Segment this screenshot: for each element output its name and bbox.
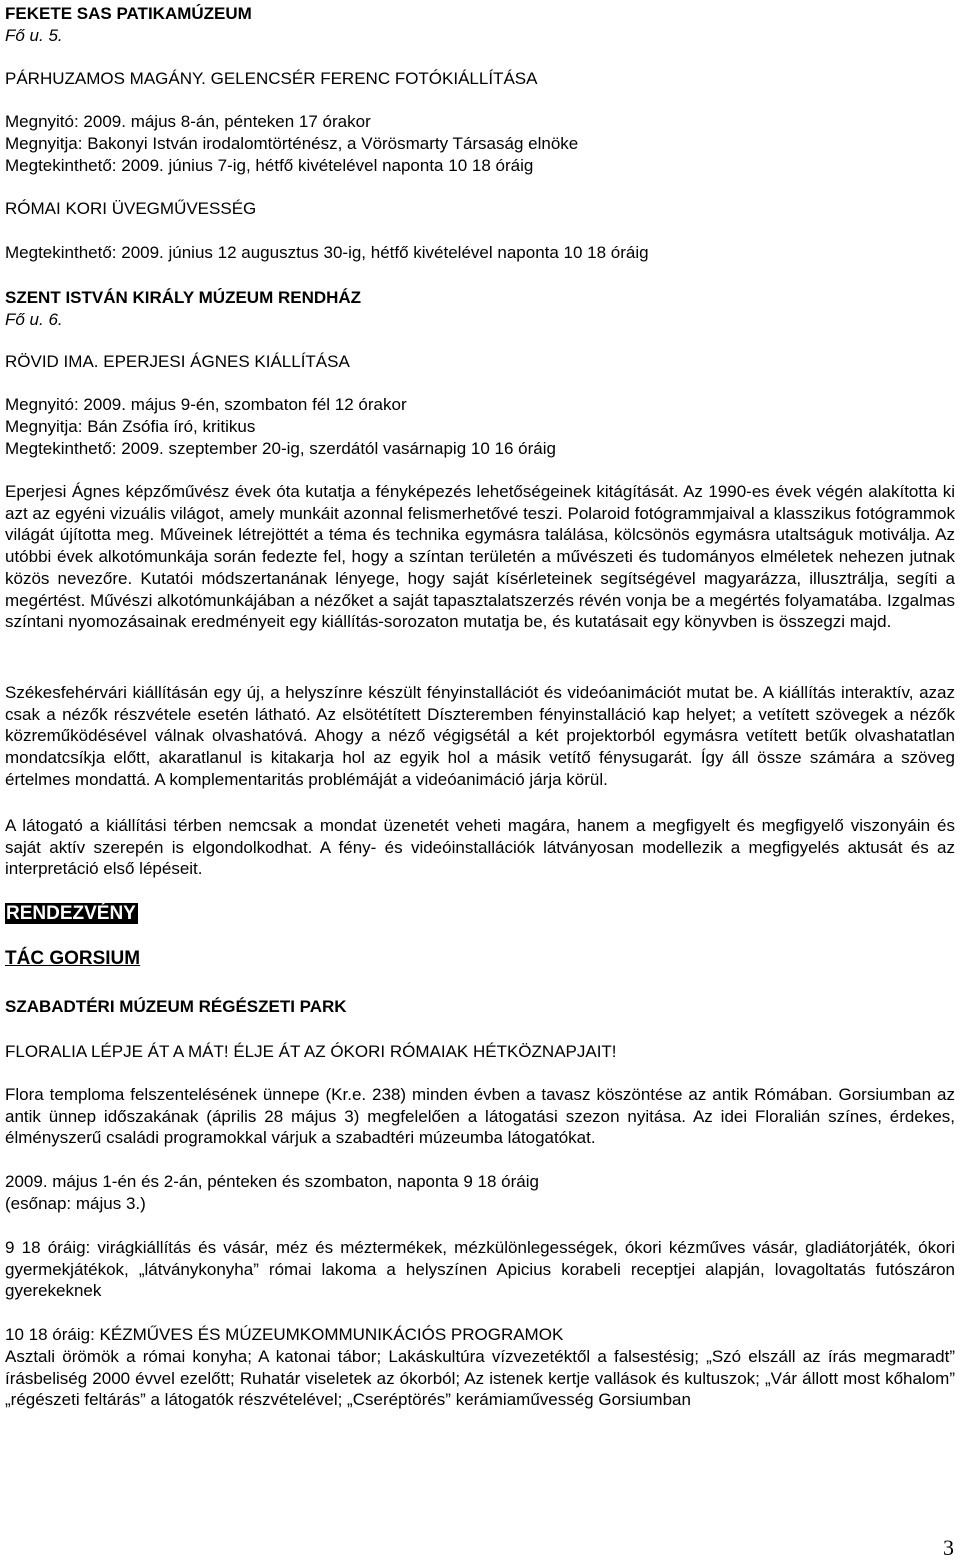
exhibit3-paragraph-2: Székesfehérvári kiállításán egy új, a helyszínre készült fényinstallációt és videóanimációt mutat be. A kiállítás interaktív, azaz csak a nézők részvétele esetén látható. Az elsötétített Díszteremben fényinstalláció kap helyet; a vetített szövegek a nézők közreműködésével válnak olvashatóvá. Ahogy a néző végigsétál a két projektorból egymásra vetített betűk olvashatatlan mondatcsíkja előtt, akaratlanul is kitakarja hol az egyik hol a másik vetítő fénysugarát. Így áll össze számára a szöveg értelmes mondattá. A komplementaritás problémáját a videóanimáció járja körül. — [5, 683, 955, 789]
event-intro: Flora temploma felszentelésének ünnepe (Kr.e. 238) minden évben a tavasz köszöntése az antik Rómában. Gorsiumban az antik ünnep időszakának (április 28 május 3) megfelelően a látogatási szezon nyitása. Az idei Floralián színes, érdekes, élményszerű családi programokkal várjuk a szabadtéri múzeumba látogatókat. — [5, 1085, 955, 1148]
event-org: TÁC GORSIUM — [5, 948, 141, 969]
exhibit3-paragraph-3: A látogató a kiállítási térben nemcsak a mondat üzenetét veheti magára, hanem a megfigyelt és megfigyelő viszonyáin és saját aktív szerepén is elgondolkodhat. A fény- és videóinstallációk látványosan modellezik a megfigyelés aktusát és az interpretáció első lépéseit. — [5, 816, 955, 879]
museum2-name: SZENT ISTVÁN KIRÁLY MÚZEUM RENDHÁZ — [5, 288, 362, 307]
museum1-address: Fő u. 5. — [5, 26, 63, 45]
event-program-1: 9 18 óráig: virágkiállítás és vásár, méz és méztermékek, mézkülönlegességek, ókori kézműves vásár, gladiátorjáték, ókori gyermekjátékok, „látványkonyha” római lakoma a helyszínen Apicius korabeli receptjei alapján, lovagoltatás futószáron gyerekeknek — [5, 1238, 955, 1301]
exhibit2-viewable: Megtekinthető: 2009. június 12 augusztus 30-ig, hétfő kivételével naponta 10 18 óráig — [5, 243, 649, 262]
exhibit3-opener: Megnyitja: Bán Zsófia író, kritikus — [5, 417, 256, 436]
event-venue: SZABADTÉRI MÚZEUM RÉGÉSZETI PARK — [5, 997, 347, 1016]
event-program-2-text: Asztali örömök a római konyha; A katonai tábor; Lakáskultúra vízvezetéktől a falsestésig; „Szó elszáll az írás megmaradt” írásbeliség 2000 évvel ezelőtt; Ruhatár viseletek az ókorból; Az istenek kertje vallások és kultuszok; „Vár állott most kőhalom” „régészeti feltárás” a látogatók részvételével; „Cseréptörés” kerámiaművesség Gorsiumban — [5, 1347, 955, 1410]
exhibit3-opening: Megnyitó: 2009. május 9-én, szombaton fél 12 órakor — [5, 395, 407, 414]
exhibit3-title: RÖVID IMA. EPERJESI ÁGNES KIÁLLÍTÁSA — [5, 352, 350, 371]
event-program-2-title: 10 18 óráig: KÉZMŰVES ÉS MÚZEUMKOMMUNIKÁCIÓS PROGRAMOK — [5, 1325, 564, 1344]
exhibit1-opening: Megnyitó: 2009. május 8-án, pénteken 17 órakor — [5, 112, 371, 131]
museum1-name: FEKETE SAS PATIKAMÚZEUM — [5, 4, 252, 23]
exhibit1-opener: Megnyitja: Bakonyi István irodalomtörténész, a Vörösmarty Társaság elnöke — [5, 134, 579, 153]
page-number: 3 — [943, 1535, 954, 1560]
exhibit3-viewable: Megtekinthető: 2009. szeptember 20-ig, szerdától vasárnapig 10 16 óráig — [5, 439, 556, 458]
section-heading — [5, 901, 138, 927]
exhibit1-title: PÁRHUZAMOS MAGÁNY. GELENCSÉR FERENC FOTÓKIÁLLÍTÁSA — [5, 69, 538, 88]
exhibit1-viewable: Megtekinthető: 2009. június 7-ig, hétfő kivételével naponta 10 18 óráig — [5, 156, 534, 175]
event-dates: 2009. május 1-én és 2-án, pénteken és szombaton, naponta 9 18 óráig — [5, 1172, 539, 1191]
event-raindate: (esőnap: május 3.) — [5, 1194, 146, 1213]
exhibit3-paragraph-1: Eperjesi Ágnes képzőművész évek óta kutatja a fényképezés lehetőségeinek kitágítását. Az 1990-es évek végén alakította ki azt az egyéni vizuális világot, amely munkáit azonnal felismerhetővé teszi. Polaroid fotógrammjaival a klasszikus fotógrammok világát újította meg. Műveinek létrejöttét a téma és technika egymásra találása, kölcsönös egymásra utaltságuk motiválja. Az utóbbi évek alkotómunkája során fedezte fel, hogy a színtan területén a művészeti és tudományos elméletek nehezen jutnak közös nevezőre. Kutatói módszertanának lényege, hogy saját kísérleteinek segítségével magyarázza, illusztrálja, segíti a megértést. Művészi alkotómunkájában a nézőket a saját tapasztalatszerzés révén vonja be a megértés folyamatába. Izgalmas színtani nyomozásainak eredményeit egy kiállítás-sorozaton mutatja be, és kutatásait egy könyvben is összegzi majd. — [5, 482, 955, 632]
exhibit2-title: RÓMAI KORI ÜVEGMŰVESSÉG — [5, 199, 257, 218]
section-label: RENDEZVÉNY — [6, 903, 136, 924]
event-title: FLORALIA LÉPJE ÁT A MÁT! ÉLJE ÁT AZ ÓKORI RÓMAIAK HÉTKÖZNAPJAIT! — [5, 1042, 617, 1061]
museum2-address: Fő u. 6. — [5, 310, 63, 329]
